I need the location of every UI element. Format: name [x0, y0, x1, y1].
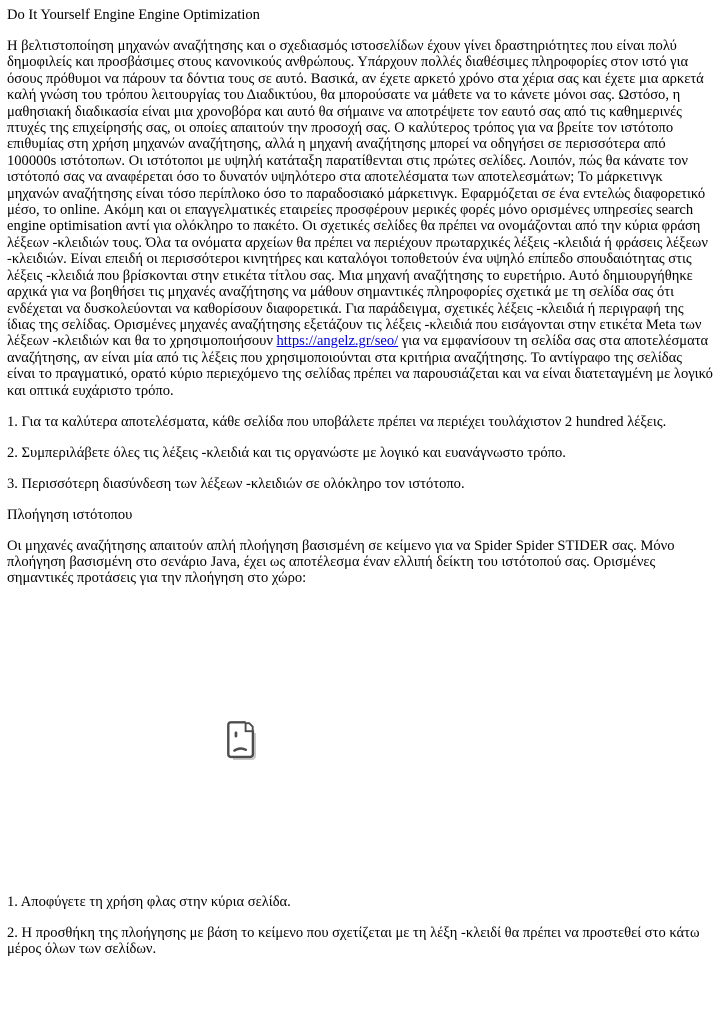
intro-text-before-link: Η βελτιστοποίηση μηχανών αναζήτησης και ο σχεδιασμός ιστοσελίδων έχουν γίνει δραστηριότητες που είναι πολύ δημοφιλείς και προσβάσιμες στους κανονικούς ανθρώπους. Υπάρχουν πολλές διαθέσιμες πληροφορίες στον ιστό για όσους πρόθυμοι να πάρουν τα δόντια τους σε αυτό. Βασικά, αν έχετε αρκετό χρόνο στα χέρια σας και έχετε μια αρκετά καλή γνώση του τρόπου λειτουργίας του Διαδικτύου, θα μπορούσατε να μάθετε να το κάνετε μόνοι σας. Ωστόσο, η μαθησιακή διαδικασία είναι μια χρονοβόρα και αυτό θα σήμαινε να αποτρέψετε τον εαυτό σας από τις καθημερινές πτυχές της επιχείρησής σας, οι οποίες απαιτούν την προσοχή σας. Ο καλύτερος τρόπος για να βρείτε τον ιστότοπο επιθυμίας στη χρήση μηχανών αναζήτησης, αλλά η μηχανή αναζήτησης μπορεί να οδηγήσει σε περισσότερα από 100000s ιστότοπων. Οι ιστότοποι με υψηλή κατάταξη παρατίθενται στις πρώτες σελίδες. Λοιπόν, πώς θα κάνατε τον ιστότοπό σας να αναφέρεται όσο το δυνατόν υψηλότερο στα αποτελέσματα των αποτελεσμάτων; Το μάρκετινγκ μηχανών αναζήτησης είναι τόσο περίπλοκο όσο το παραδοσιακό μάρκετινγκ. Εφαρμόζεται σε ένα εντελώς διαφορετικό μέσο, το online. Ακόμη και οι επαγγελματικές εταιρείες προσφέρουν μερικές φορές μόνο ορισμένες υπηρεσίες search engine optimisation αντί για ολόκληρο το πακέτο. Οι σχετικές σελίδες θα πρέπει να ονομάζονται από την κύρια φράση λέξεων -κλειδιών τους. Όλα τα ονόματα αρχείων θα πρέπει να περιέχουν πρωταρχικές λέξεις -κλειδιά ή φράσεις λέξεων -κλειδιών. Είναι επειδή οι περισσότεροι κινητήρες και καταλόγοι τοποθετούν ένα υψηλό επίπεδο σπουδαιότητας στις λέξεις -κλειδιά που βρίσκονται στην ετικέτα τίτλου σας. Μια μηχανή αναζήτησης το ευρετήριο. Αυτό δημιουργήθηκε αρχικά για να βοηθήσει τις μηχανές αναζήτησης να μάθουν σημαντικές πληροφορίες σχετικά με τη σελίδα σας ότι ενδέχεται να δυσκολεύονται να καθορίσουν διαφορετικά. Για παράδειγμα, σχετικές λέξεις -κλειδιά ή περιγραφή της ίδιας της σελίδας. Ορισμένες μηχανές αναζήτησης εξετάζουν τις λέξεις -κλειδιά που εισάγονται στην ετικέτα Meta των λέξεων -κλειδιών και θα το χρησιμοποιήσουν	[7, 38, 708, 350]
seo-link[interactable]: https://angelz.gr/seo/	[276, 333, 399, 350]
nav-tip-item-2: 2. Η προσθήκη της πλοήγησης με βάση το κείμενο που σχετίζεται με τη λέξη -κλειδί θα πρέπει να προστεθεί στο κάτω μέρος όλων των σελίδων.	[7, 924, 700, 958]
site-navigation-heading: Πλοήγηση ιστότοπου	[7, 506, 133, 523]
tip-item-1: 1. Για τα καλύτερα αποτελέσματα, κάθε σελίδα που υποβάλετε πρέπει να περιέχει τουλάχιστον 2 hundred λέξεις.	[7, 413, 667, 430]
missing-image-paragraph	[7, 601, 713, 879]
missing-image	[7, 601, 477, 879]
tip-item-2: 2. Συμπεριλάβετε όλες τις λέξεις -κλειδιά και τις οργανώστε με λογικό και ευανάγνωστο τρόπο.	[7, 444, 566, 461]
intro-paragraph	[7, 38, 713, 399]
broken-image-icon	[227, 721, 257, 760]
tip-item-3: 3. Περισσότερη διασύνδεση των λέξεων -κλειδιών σε ολόκληρο τον ιστότοπο.	[7, 475, 465, 492]
nav-tip-item-1: 1. Αποφύγετε τη χρήση φλας στην κύρια σελίδα.	[7, 893, 291, 910]
page-title: Do It Yourself Engine Engine Optimization	[7, 7, 260, 23]
site-navigation-paragraph: Οι μηχανές αναζήτησης απαιτούν απλή πλοήγηση βασισμένη σε κείμενο για να Spider Spider STIDER σας. Μόνο πλοήγηση βασισμένη στο σενάριο Java, έχει ως αποτέλεσμα έναν ελλιπή δείκτη του ιστότοπού σας. Ορισμένες σημαντικές προτάσεις για την πλοήγηση στο χώρο:	[7, 537, 675, 587]
intro-text-after-link: για να εμφανίσουν τη σελίδα σας στα αποτελέσματα αναζήτησης, αν είναι μία από τις λέξεις που χρησιμοποιούνται στα κριτήρια αναζήτησης. Το αντίγραφο της σελίδας είναι το πραγματικό, ορατό κύριο περιεχόμενο της σελίδας πρέπει να παρουσιάζεται και να είναι διατεταγμένη με λογικό και οπτικά ευχάριστο τρόπο.	[7, 333, 713, 399]
